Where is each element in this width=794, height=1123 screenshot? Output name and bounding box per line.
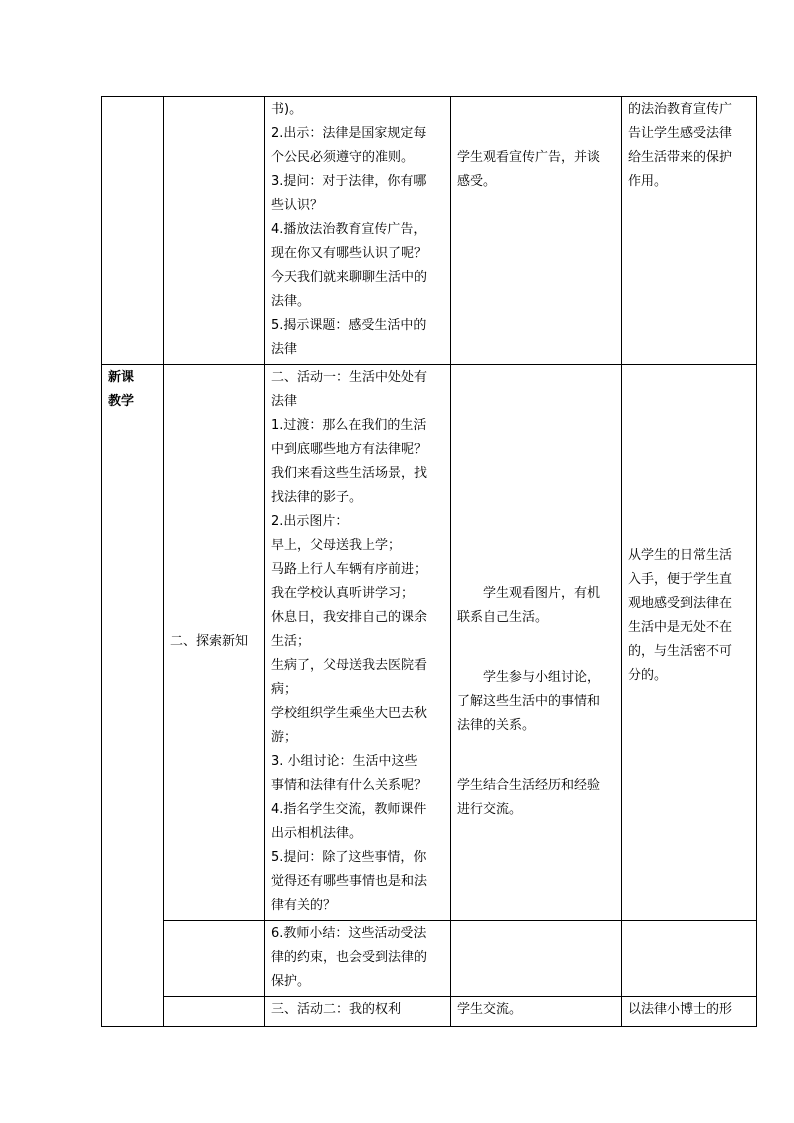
- text-line: 个公民必须遵守的准则。: [271, 150, 415, 165]
- text-line: 保护。: [271, 974, 311, 989]
- stage-label: 二、探索新知: [170, 634, 249, 649]
- text-line: 律有关的？: [271, 898, 337, 913]
- text-line: 3. 小组讨论：生活中这些: [271, 754, 418, 769]
- text-line: 法律。: [271, 294, 311, 309]
- text-line: 三、活动二：我的权利: [271, 1002, 402, 1017]
- text-line: 早上，父母送我上学；: [271, 538, 402, 553]
- text-line: 学生观看图片，有机: [483, 586, 601, 601]
- text-line: 联系自己生活。: [457, 610, 549, 625]
- stage-cell: [164, 97, 265, 365]
- text-line: 我们来看这些生活场景，找: [271, 466, 428, 481]
- text-line: 找法律的影子。: [271, 490, 363, 505]
- text-line: 学生参与小组讨论，: [483, 670, 601, 685]
- student-activity-cell: [451, 921, 622, 997]
- text-line: 生活中是无处不在: [628, 620, 733, 635]
- text-line: 马路上行人车辆有序前进；: [271, 562, 428, 577]
- text-line: 生活；: [271, 634, 311, 649]
- teacher-activity-cell: [265, 365, 451, 921]
- text-line: 学生观看宣传广告，并谈: [457, 150, 601, 165]
- text-line: 作用。: [628, 174, 668, 189]
- text-line: 观地感受到法律在: [628, 596, 733, 611]
- table-row: [102, 921, 757, 997]
- lesson-plan-table: [101, 96, 757, 1027]
- design-intent-cell: [622, 97, 757, 365]
- text-line: 5.提问：除了这些事情，你: [271, 850, 427, 865]
- design-intent-cell: [622, 365, 757, 921]
- text-line: 些认识？: [271, 198, 324, 213]
- text-line: 5.揭示课题：感受生活中的: [271, 318, 427, 333]
- text-line: 从学生的日常生活: [628, 548, 733, 563]
- text-line: 的，与生活密不可: [628, 644, 733, 659]
- text-line: 分的。: [628, 668, 668, 683]
- section-label: 新课: [108, 370, 135, 385]
- text-line: 病；: [271, 682, 298, 697]
- text-line: 游；: [271, 730, 298, 745]
- student-activity-cell: [451, 97, 622, 365]
- teacher-activity-cell: [265, 921, 451, 997]
- text-line: 6.教师小结：这些活动受法: [271, 926, 427, 941]
- text-line: 今天我们就来聊聊生活中的: [271, 270, 428, 285]
- stage-cell: [164, 365, 265, 921]
- text-line: 感受。: [457, 174, 497, 189]
- text-line: 给生活带来的保护: [628, 150, 733, 165]
- text-line: 入手，便于学生直: [628, 572, 733, 587]
- text-line: 4.播放法治教育宣传广告，: [271, 222, 427, 237]
- text-line: 2.出示图片：: [271, 514, 349, 529]
- design-intent-cell: [622, 921, 757, 997]
- text-line: 中到底哪些地方有法律呢？: [271, 442, 428, 457]
- text-line: 的法治教育宣传广: [628, 102, 733, 117]
- text-line: 觉得还有哪些事情也是和法: [271, 874, 428, 889]
- stage-cell: [164, 997, 265, 1027]
- text-line: 我在学校认真听讲学习；: [271, 586, 415, 601]
- text-line: 告让学生感受法律: [628, 126, 733, 141]
- text-line: 现在你又有哪些认识了呢？: [271, 246, 428, 261]
- text-line: 4.指名学生交流，教师课件: [271, 802, 427, 817]
- text-line: 事情和法律有什么关系呢？: [271, 778, 428, 793]
- table-row: [102, 97, 757, 365]
- design-intent-cell: [622, 997, 757, 1027]
- table-row: [102, 365, 757, 921]
- section-cell: [102, 365, 164, 1027]
- teacher-activity-cell: [265, 97, 451, 365]
- text-line: 2.出示：法律是国家规定每: [271, 126, 427, 141]
- text-line: 出示相机法律。: [271, 826, 363, 841]
- text-line: 3.提问：对于法律，你有哪: [271, 174, 427, 189]
- teacher-activity-cell: [265, 997, 451, 1027]
- text-line: 学校组织学生乘坐大巴去秋: [271, 706, 428, 721]
- text-line: 以法律小博士的形: [628, 1002, 733, 1017]
- text-line: 书)。: [271, 102, 303, 117]
- text-line: 法律的关系。: [457, 718, 536, 733]
- text-line: 律的约束，也会受到法律的: [271, 950, 428, 965]
- student-activity-cell: [451, 365, 622, 921]
- text-line: 二、活动一：生活中处处有: [271, 370, 428, 385]
- text-line: 进行交流。: [457, 802, 523, 817]
- stage-cell: [164, 921, 265, 997]
- section-label: 教学: [108, 394, 135, 409]
- text-line: 学生交流。: [457, 1002, 523, 1017]
- student-activity-cell: [451, 997, 622, 1027]
- text-line: 学生结合生活经历和经验: [457, 778, 601, 793]
- table-row: [102, 997, 757, 1027]
- text-line: 生病了，父母送我去医院看: [271, 658, 428, 673]
- text-line: 了解这些生活中的事情和: [457, 694, 601, 709]
- section-cell: [102, 97, 164, 365]
- text-line: 休息日，我安排自己的课余: [271, 610, 428, 625]
- text-line: 法律: [271, 342, 298, 357]
- text-line: 1.过渡：那么在我们的生活: [271, 418, 427, 433]
- text-line: 法律: [271, 394, 298, 409]
